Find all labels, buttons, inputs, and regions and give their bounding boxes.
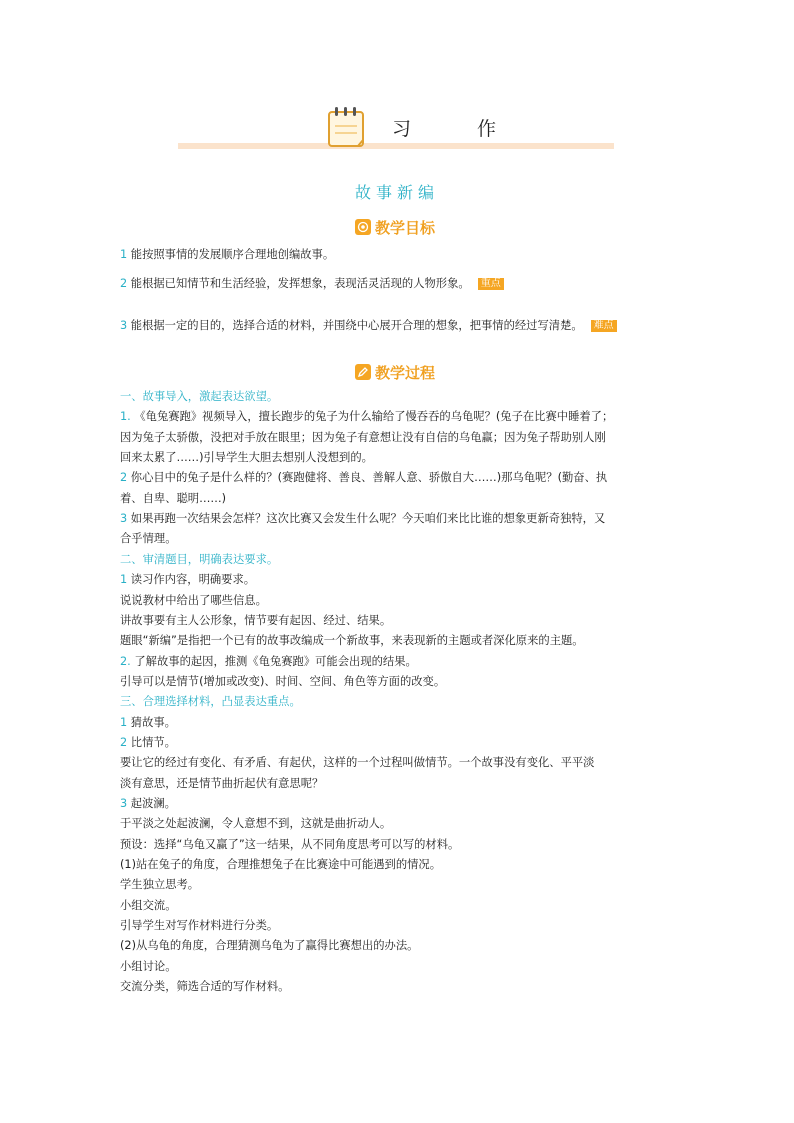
item-number: 1.	[120, 410, 131, 424]
line-text: (2)从乌龟的角度，合理猜测乌龟为了赢得比赛想出的办法。	[120, 939, 419, 953]
process-line	[120, 471, 607, 485]
process-line	[120, 655, 417, 669]
process-line	[120, 451, 373, 465]
target-icon	[355, 219, 371, 235]
process-line	[120, 756, 594, 770]
goal-item	[120, 277, 504, 291]
line-text: 着、自卑、聪明……)	[120, 491, 227, 505]
line-text: 能根据一定的目的，选择合适的材料，并围绕中心展开合理的想象，把事情的经过写清楚。	[130, 319, 583, 332]
line-text: 回来太累了……)引导学生大胆去想别人没想到的。	[120, 451, 373, 465]
process-line	[120, 878, 199, 892]
line-text: 《龟兔赛跑》视频导入，擅长跑步的兔子为什么输给了慢吞吞的乌龟呢？(兔子在比赛中睡着了；	[134, 410, 614, 424]
line-text: 引导可以是情节(增加或改变)、时间、空间、角色等方面的改变。	[120, 674, 446, 688]
process-line	[120, 899, 177, 913]
process-line	[120, 594, 267, 608]
process-line	[120, 410, 613, 424]
line-text: 猜故事。	[130, 715, 176, 729]
item-number: 2.	[120, 654, 131, 668]
line-text: 题眼“新编”是指把一个已有的故事改编成一个新故事，来表现新的主题或者深化原来的主题。	[120, 634, 584, 648]
line-text: 起波澜。	[130, 797, 176, 810]
process-line	[120, 675, 445, 689]
process-line	[120, 532, 177, 546]
page-header	[178, 102, 614, 152]
process-line	[120, 980, 289, 994]
item-number: 1	[120, 248, 128, 261]
item-number: 2	[120, 277, 128, 290]
line-text: 比情节。	[130, 735, 176, 749]
line-text: 交流分类，筛选合适的写作材料。	[120, 980, 290, 994]
line-text: 说说教材中给出了哪些信息。	[120, 593, 267, 607]
process-line	[120, 431, 606, 445]
line-text: 淡有意思，还是情节曲折起伏有意思呢？	[120, 776, 324, 790]
process-line	[120, 939, 418, 953]
line-text: 能根据已知情节和生活经验，发挥想象，表现活灵活现的人物形象。	[130, 277, 470, 290]
process-heading-text: 教学过程	[375, 363, 436, 382]
process-line	[120, 512, 605, 526]
process-line	[120, 492, 226, 506]
process-heading	[355, 361, 435, 383]
item-number: 2	[120, 471, 128, 485]
line-text: 因为兔子太骄傲，没把对手放在眼里；因为兔子有意想让没有自信的乌龟赢；因为兔子帮助别人刚	[120, 430, 606, 444]
item-number: 1	[120, 573, 128, 587]
item-number: 2	[120, 735, 128, 749]
difficulty-tag: 难点	[591, 320, 617, 332]
process-line	[120, 919, 278, 933]
goals-heading	[355, 216, 435, 238]
page-title: 习 作	[392, 118, 527, 140]
line-text: 引导学生对写作材料进行分类。	[120, 919, 279, 933]
line-text: 预设：选择“乌龟又赢了”这一结果，从不同角度思考可以写的材料。	[120, 837, 460, 851]
header-bar	[178, 143, 614, 149]
pencil-icon	[355, 364, 371, 380]
process-line	[120, 634, 584, 648]
process-line	[120, 573, 255, 587]
step-heading: 三、合理选择材料，凸显表达重点。	[120, 695, 301, 709]
line-text: 于平淡之处起波澜，令人意想不到，这就是曲折动人。	[120, 817, 392, 831]
line-text: 小组讨论。	[120, 959, 177, 973]
goal-item	[120, 248, 334, 262]
line-text: 讲故事要有主人公形象，情节要有起因、经过、结果。	[120, 613, 392, 627]
process-line	[120, 736, 176, 750]
step-heading-line	[120, 695, 301, 709]
item-number: 1	[120, 715, 128, 729]
process-line	[120, 960, 177, 974]
line-text: 了解故事的起因，推测《龟兔赛跑》可能会出现的结果。	[134, 654, 417, 668]
item-number: 3	[120, 512, 128, 526]
process-line	[120, 817, 391, 831]
line-text: (1)站在兔子的角度，合理推想兔子在比赛途中可能遇到的情况。	[120, 858, 442, 872]
lesson-subtitle: 故事新编	[354, 183, 439, 202]
line-text: 学生独立思考。	[120, 878, 200, 892]
line-text: 要让它的经过有变化、有矛盾、有起伏，这样的一个过程叫做情节。一个故事没有变化、平平淡	[120, 756, 595, 770]
step-heading: 一、故事导入，激起表达欲望。	[120, 390, 279, 403]
item-number: 3	[120, 797, 128, 810]
step-heading: 二、审清题目，明确表达要求。	[120, 552, 279, 566]
step-heading-line	[120, 553, 278, 567]
process-line	[120, 838, 459, 852]
process-line	[120, 797, 176, 811]
line-text: 如果再跑一次结果会怎样？这次比赛又会发生什么呢？今天咱们来比比谁的想象更新奇独特，又	[130, 512, 606, 526]
line-text: 小组交流。	[120, 898, 177, 912]
item-number: 3	[120, 319, 128, 332]
line-text: 合乎情理。	[120, 532, 177, 546]
notepad-icon	[324, 104, 368, 150]
line-text: 能按照事情的发展顺序合理地创编故事。	[130, 248, 335, 261]
line-text: 你心目中的兔子是什么样的？(赛跑健将、善良、善解人意、骄傲自大……)那乌龟呢？(勤奋、执	[130, 471, 608, 485]
step-heading-line	[120, 390, 278, 404]
process-line	[120, 777, 323, 791]
process-line	[120, 716, 176, 730]
line-text: 读习作内容，明确要求。	[130, 573, 256, 587]
goals-heading-text: 教学目标	[375, 218, 436, 237]
process-line	[120, 614, 391, 628]
goal-item	[120, 319, 617, 333]
process-line	[120, 858, 441, 872]
difficulty-tag: 重点	[478, 278, 504, 290]
